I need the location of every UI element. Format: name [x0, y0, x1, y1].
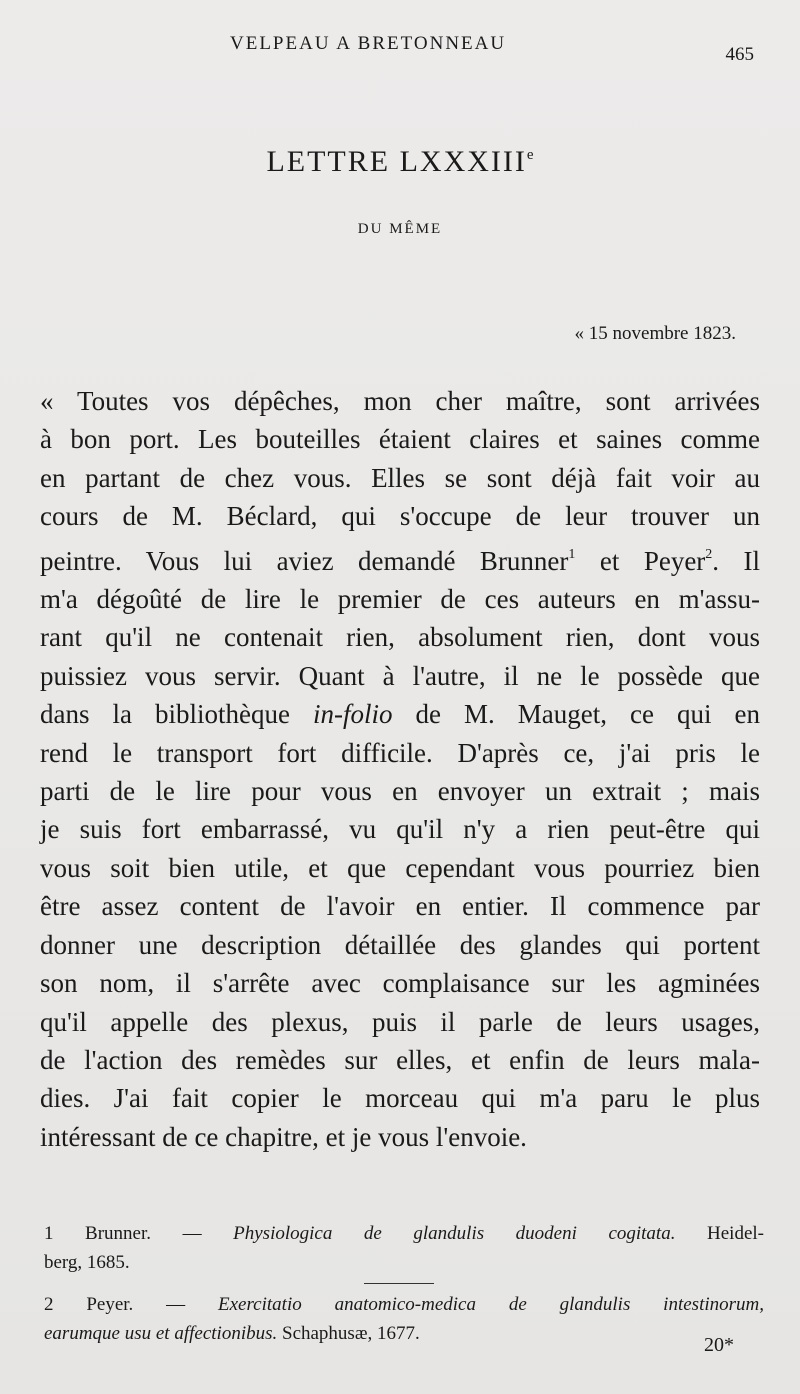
body-line-text: peintre. Vous lui aviez demandé Brunner [40, 545, 569, 576]
body-line-text: de M. Mauget, ce qui en [392, 699, 761, 730]
body-line: rant qu'il ne contenait rien, absolument rien, dont vous [40, 622, 760, 653]
footnote-marker: 1 [44, 1223, 54, 1244]
letter-from: DU MÊME [357, 221, 443, 237]
letter-body [40, 382, 760, 1156]
body-line: donner une description détaillée des glandes qui portent [40, 929, 760, 960]
page-number: 465 [725, 44, 754, 65]
letter-title-text: LETTRE LXXXIII [266, 145, 527, 178]
footnote-divider [364, 1283, 434, 1284]
footnotes [44, 1219, 764, 1352]
body-line-text: dans la bibliothèque [40, 699, 313, 730]
body-line: vous soit bien utile, et que cependant vous pourriez bien [40, 852, 760, 883]
body-line [40, 536, 760, 580]
body-line: qu'il appelle des plexus, puis il parle de leurs usages, [40, 1006, 760, 1037]
running-head: VELPEAU A BRETONNEAU [230, 33, 507, 54]
body-line-text: et Peyer [575, 545, 706, 576]
footnote-line [44, 1219, 764, 1248]
signature-mark: 20* [704, 1334, 734, 1356]
footnote-marker: 2 [44, 1294, 54, 1315]
body-line-italic: in-folio [313, 699, 393, 730]
body-line: cours de M. Béclard, qui s'occupe de leur trouver un [40, 501, 760, 532]
body-line: puissiez vous servir. Quant à l'autre, il ne le possède que [40, 660, 760, 691]
footnote-author: Brunner. — [53, 1223, 234, 1244]
footnote-title: earumque usu et affectionibus. [44, 1323, 278, 1344]
body-line: rend le transport fort difficile. D'après ce, j'ai pris le [40, 737, 760, 768]
body-line: de l'action des remèdes sur elles, et enfin de leurs mala- [40, 1044, 760, 1075]
body-line: « Toutes vos dépêches, mon cher maître, sont arrivées [40, 386, 760, 416]
footnote-rest: Heidel- [675, 1223, 764, 1244]
body-line: intéressant de ce chapitre, et je vous l'envoie. [40, 1121, 527, 1152]
footnote-rest: Schaphusæ, 1677. [277, 1323, 420, 1344]
footnote-title: Physiologica de glandulis duodeni cogitata. [233, 1223, 676, 1244]
letter-title-suffix: e [526, 147, 534, 163]
body-line: m'a dégoûté de lire le premier de ces auteurs en m'assu- [40, 584, 760, 615]
footnote-line [44, 1319, 764, 1348]
body-line: dies. J'ai fait copier le morceau qui m'a paru le plus [40, 1083, 760, 1114]
footnote-author: Peyer. — [53, 1294, 219, 1315]
body-line [40, 695, 760, 733]
body-line: à bon port. Les bouteilles étaient claires et saines comme [40, 424, 760, 455]
body-line: parti de le lire pour vous en envoyer un extrait ; mais [40, 776, 760, 807]
letter-date: « 15 novembre 1823. [574, 323, 736, 344]
footnote-line: berg, 1685. [44, 1252, 130, 1273]
footnote-ref-1: 1 [568, 546, 576, 562]
body-line: être assez content de l'avoir en entier. Il commence par [40, 891, 760, 922]
footnote-line [44, 1290, 764, 1319]
footnote-1 [44, 1219, 764, 1277]
footnote-title: Exercitatio anatomico-medica de glandulis intestinorum, [218, 1294, 764, 1315]
footnote-2 [44, 1290, 764, 1348]
letter-title [0, 145, 800, 179]
body-line: en partant de chez vous. Elles se sont déjà fait voir au [40, 462, 760, 493]
body-line: son nom, il s'arrête avec complaisance sur les agminées [40, 968, 760, 999]
footnote-ref-2: 2 [705, 546, 713, 562]
body-line: je suis fort embarrassé, vu qu'il n'y a rien peut-être qui [40, 814, 760, 845]
body-line-text: . Il [712, 545, 760, 576]
